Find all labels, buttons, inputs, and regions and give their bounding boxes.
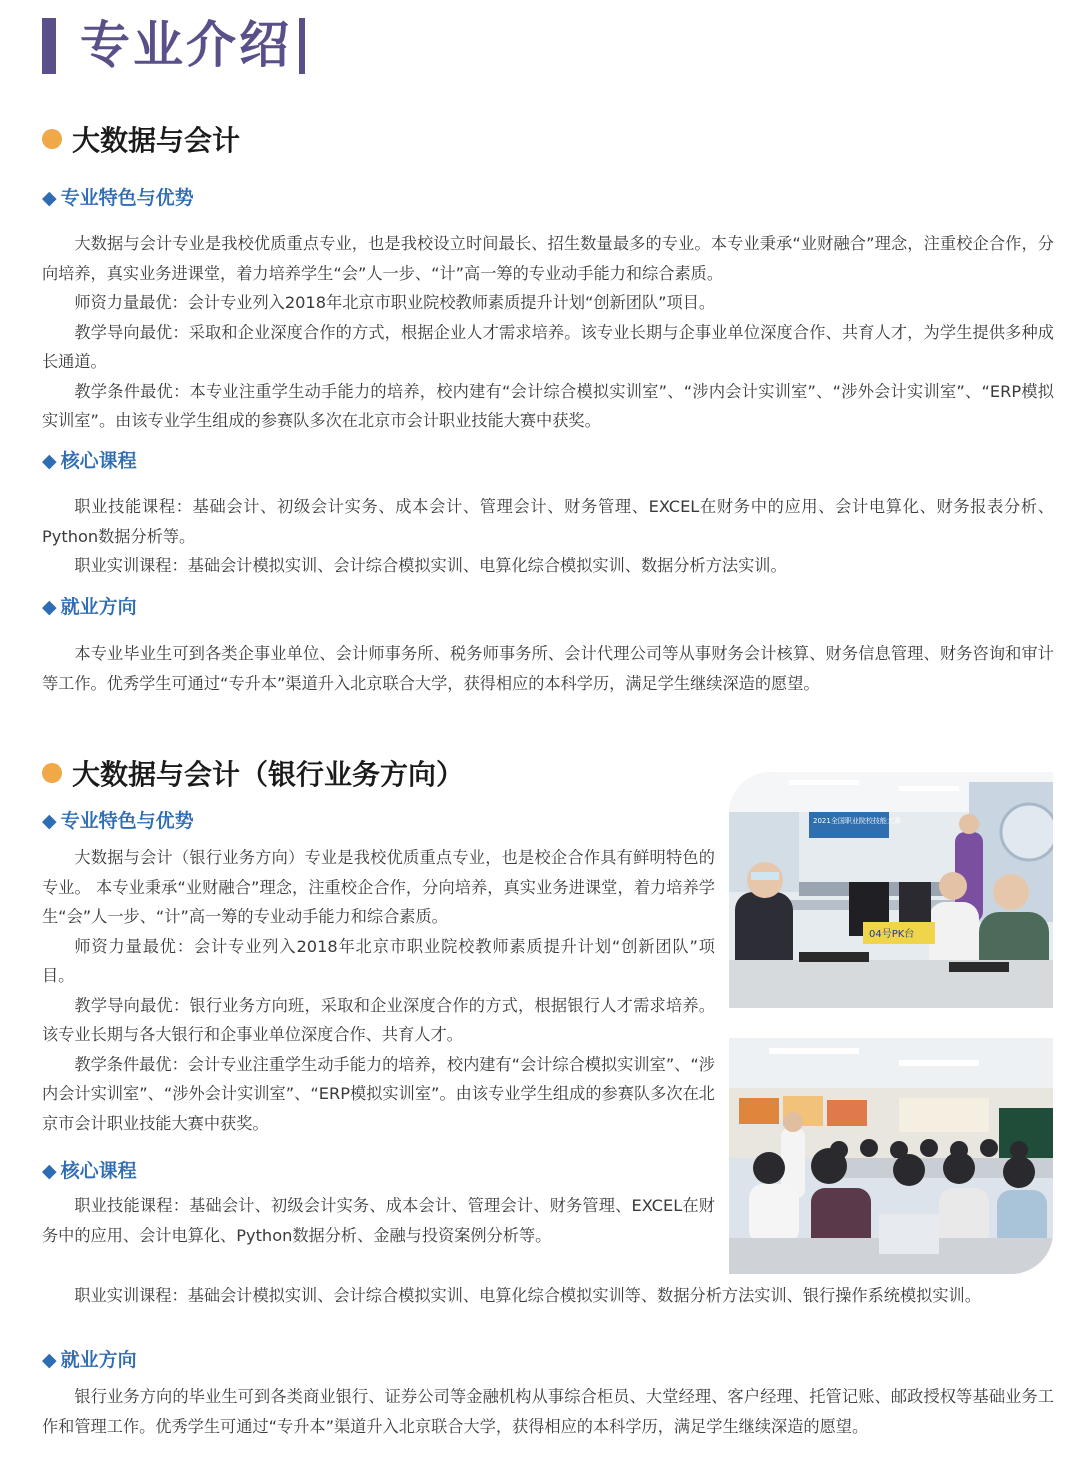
paragraph: 教学条件最优：本专业注重学生动手能力的培养，校内建有“会计综合模拟实训室”、“涉内会计实训室”、“涉外会计实训室”、“ERP模拟实训室”。由该专业学生组成的参赛队多次在北京市会计职业技能大赛中获奖。 <box>42 381 1054 430</box>
paragraph: 大数据与会计专业是我校优质重点专业，也是我校设立时间最长、招生数量最多的专业。本专业秉承“业财融合”理念，注重校企合作，分向培养，真实业务进课堂，着力培养学生“会”人一步、“计”高一筹的专业动手能力和综合素质。 <box>42 234 1054 283</box>
paragraph: 职业实训课程：基础会计模拟实训、会计综合模拟实训、电算化综合模拟实训、数据分析方法实训。 <box>74 556 787 575</box>
section2-courses-skills <box>42 1191 715 1250</box>
diamond-icon: ◆ <box>42 596 57 618</box>
section2-career-text <box>42 1382 1054 1441</box>
paragraph: 师资力量最优：会计专业列入2018年北京市职业院校教师素质提升计划“创新团队”项目。 <box>42 936 715 985</box>
paragraph: 师资力量最优：会计专业列入2018年北京市职业院校教师素质提升计划“创新团队”项目。 <box>74 293 716 312</box>
diamond-icon: ◆ <box>42 810 57 832</box>
diamond-icon: ◆ <box>42 450 57 472</box>
section1-features-text <box>42 229 1054 436</box>
orange-dot-icon <box>42 129 62 149</box>
paragraph: 职业技能课程：基础会计、初级会计实务、成本会计、管理会计、财务管理、EXCEL在财务中的应用、会计电算化、Python数据分析、金融与投资案例分析等。 <box>42 1196 715 1245</box>
photo1-sign-text: 04号PK台 <box>869 929 915 940</box>
photo1-banner-text: 2021全国职业院校技能大赛 <box>813 817 901 825</box>
section2-title: 大数据与会计（银行业务方向） <box>72 758 465 791</box>
header-bar-left <box>42 18 56 74</box>
paragraph: 大数据与会计（银行业务方向）专业是我校优质重点专业，也是校企合作具有鲜明特色的专业。 本专业秉承“业财融合”理念，注重校企合作，分向培养，真实业务进课堂，着力培养学生“会”人一步、“计”高一筹的专业动手能力和综合素质。 <box>42 848 715 926</box>
section1-title: 大数据与会计 <box>72 124 241 157</box>
section2-courses-training <box>42 1281 1054 1311</box>
paragraph: 教学导向最优：采取和企业深度合作的方式，根据企业人才需求培养。该专业长期与企事业单位深度合作、共育人才，为学生提供多种成长通道。 <box>42 322 1054 371</box>
paragraph: 职业技能课程：基础会计、初级会计实务、成本会计、管理会计、财务管理、EXCEL在财务中的应用、会计电算化、财务报表分析、Python数据分析等。 <box>42 497 1054 546</box>
section1-heading <box>42 121 240 161</box>
header-bar-right <box>299 18 305 74</box>
section2-courses-heading: ◆ 核心课程 <box>42 1160 137 1182</box>
diamond-icon: ◆ <box>42 187 57 209</box>
section1-career-heading: ◆ 就业方向 <box>42 596 137 618</box>
paragraph: 本专业毕业生可到各类企事业单位、会计师事务所、税务师事务所、会计代理公司等从事财务会计核算、财务信息管理、财务咨询和审计等工作。优秀学生可通过“专升本”渠道升入北京联合大学，获得相应的本科学历，满足学生继续深造的愿望。 <box>42 644 1054 693</box>
diamond-icon: ◆ <box>42 1349 57 1371</box>
paragraph: 教学导向最优：银行业务方向班，采取和企业深度合作的方式，根据银行人才需求培养。该专业长期与各大银行和企事业单位深度合作、共育人才。 <box>42 995 715 1044</box>
orange-dot-icon <box>42 763 62 783</box>
lab-competition-photo <box>729 772 1053 1008</box>
section2-features-heading: ◆ 专业特色与优势 <box>42 810 194 832</box>
section1-career-text <box>42 639 1054 698</box>
section1-courses-heading: ◆ 核心课程 <box>42 450 137 472</box>
classroom-photo <box>729 1038 1053 1274</box>
section2-features-text <box>42 843 715 1138</box>
page-title: 专业介绍 <box>80 16 292 74</box>
section1-courses-text <box>42 492 1054 581</box>
paragraph: 职业实训课程：基础会计模拟实训、会计综合模拟实训、电算化综合模拟实训等、数据分析方法实训、银行操作系统模拟实训。 <box>74 1286 981 1305</box>
paragraph: 教学条件最优：会计专业注重学生动手能力的培养，校内建有“会计综合模拟实训室”、“涉内会计实训室”、“涉外会计实训室”、“ERP模拟实训室”。由该专业学生组成的参赛队多次在北京市会计职业技能大赛中获奖。 <box>42 1054 715 1133</box>
diamond-icon: ◆ <box>42 1160 57 1182</box>
section2-heading <box>42 755 464 795</box>
section2-career-heading: ◆ 就业方向 <box>42 1349 137 1371</box>
paragraph: 银行业务方向的毕业生可到各类商业银行、证券公司等金融机构从事综合柜员、大堂经理、客户经理、托管记账、邮政授权等基础业务工作和管理工作。优秀学生可通过“专升本”渠道升入北京联合大学，获得相应的本科学历，满足学生继续深造的愿望。 <box>42 1387 1054 1436</box>
section1-features-heading: ◆ 专业特色与优势 <box>42 187 194 209</box>
